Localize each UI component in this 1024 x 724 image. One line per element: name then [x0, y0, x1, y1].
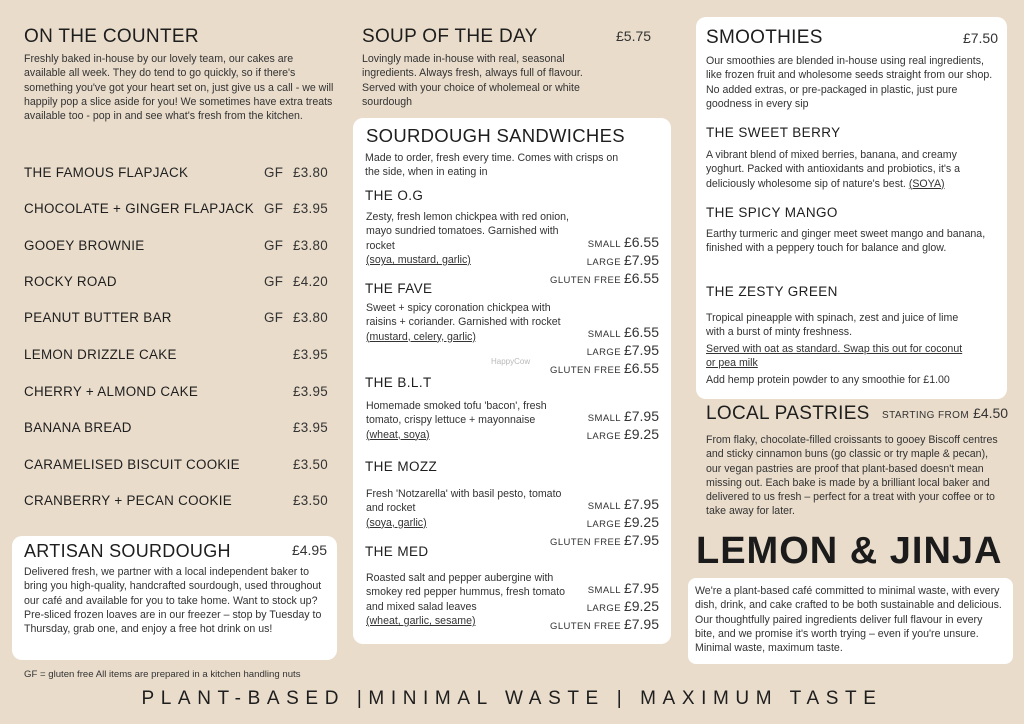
size-price-row: SMALL £7.95 [587, 408, 659, 424]
sandwich-name: THE O.G [365, 188, 424, 203]
sourdough-card [12, 536, 337, 660]
smoothies-card [696, 17, 1007, 399]
soup-desc: Lovingly made in-house with real, seasonal ingredients. Always fresh, always full of flavour. Served with your choice of wholemeal or white sourdough [362, 53, 583, 108]
counter-item-price: £3.50 [292, 456, 328, 472]
sandwiches-card [353, 118, 671, 644]
counter-item [24, 381, 328, 401]
size-price-row: LARGE £9.25 [586, 514, 659, 530]
sandwich-desc: Zesty, fresh lemon chickpea with red onion, mayo sundried tomatoes. Garnished with rocket (soya, mustard, garlic) [366, 211, 569, 266]
sandwich-name: THE MOZZ [365, 459, 438, 474]
size-price-row: GLUTEN FREE £7.95 [550, 616, 659, 632]
footnote: GF = gluten free All items are prepared in a kitchen handling nuts [24, 669, 301, 680]
gf-badge: GF [264, 200, 284, 216]
counter-item [24, 490, 328, 510]
size-price-row: SMALL £7.95 [587, 496, 659, 512]
counter-item [24, 307, 328, 327]
smoothie-desc: A vibrant blend of mixed berries, banana, and creamy yoghurt. Packed with antioxidants and probiotics, it's a deliciously wholesome sip of nature's best. (SOYA) [706, 149, 961, 190]
soup-price: £5.75 [616, 28, 652, 44]
counter-item-name: LEMON DRIZZLE CAKE [24, 346, 177, 362]
about-card [688, 578, 1013, 664]
counter-item-price: £3.95 [292, 383, 328, 399]
oat-note: Served with oat as standard. Swap this out for coconut or pea milk [706, 343, 963, 370]
allergen-list: (wheat, soya) [366, 428, 430, 441]
allergen-list: (soya, garlic) [366, 516, 427, 529]
sandwich-name: THE MED [365, 544, 429, 559]
counter-item-price: £3.80 [292, 164, 328, 180]
counter-item-name: ROCKY ROAD [24, 273, 117, 289]
sandwich-desc: Roasted salt and pepper aubergine with smokey red pepper hummus, fresh tomato and mixed salad leaves (wheat, garlic, sesame) [366, 572, 566, 627]
counter-item-name: PEANUT BUTTER BAR [24, 309, 172, 325]
size-price-row: SMALL £6.55 [587, 324, 659, 340]
counter-item-price: £3.80 [292, 237, 328, 253]
counter-item [24, 235, 328, 255]
counter-item-price: £3.80 [292, 309, 328, 325]
counter-item [24, 344, 328, 364]
smoothie-name: THE ZESTY GREEN [706, 284, 838, 299]
size-price-row: LARGE £9.25 [586, 598, 659, 614]
allergen-list: (mustard, celery, garlic) [366, 330, 476, 343]
counter-item [24, 454, 328, 474]
gf-badge: GF [264, 273, 284, 289]
pastries-title: LOCAL PASTRIES [706, 403, 870, 424]
smoothies-title: SMOOTHIES [706, 27, 823, 48]
counter-item [24, 162, 328, 182]
counter-item-name: CARAMELISED BISCUIT COOKIE [24, 456, 240, 472]
counter-item-price: £3.50 [292, 492, 328, 508]
counter-intro: Freshly baked in-house by our lovely team, our cakes are available all week. They do tend to go quickly, so if there's something you've got your heart set on, just give us a call - we will happily pop a slice aside for you! We sometimes have extra treats available too - pop in and see what's fresh from the kitchen. [24, 53, 334, 123]
size-price-row: GLUTEN FREE £7.95 [550, 532, 659, 548]
smoothies-price: £7.50 [962, 30, 998, 46]
smoothie-desc: Earthy turmeric and ginger meet sweet mango and banana, finished with a peppery touch for balance and glow. [706, 228, 986, 255]
counter-item-price: £3.95 [292, 419, 328, 435]
allergen-list: (wheat, garlic, sesame) [366, 614, 476, 627]
gf-badge: GF [264, 164, 284, 180]
size-price-row: LARGE £7.95 [586, 342, 659, 358]
size-price-row: LARGE £7.95 [586, 252, 659, 268]
sandwich-desc: Sweet + spicy coronation chickpea with raisins + coriander. Garnished with rocket (mustard, celery, garlic) [366, 302, 561, 343]
counter-item-name: CHOCOLATE + GINGER FLAPJACK [24, 200, 254, 216]
sourdough-desc: Delivered fresh, we partner with a local independent baker to bring you high-quality, handcrafted sourdough, used throughout our café and available for you to take home. Want to stock up? Pre-sliced frozen loaves are in our freezer – stop by Tuesday to Thursday, grab one, and enjoy a free hot drink on us! [24, 566, 322, 636]
pastries-desc: From flaky, chocolate-filled croissants to gooey Biscoff centres and sticky cinnamon buns (go classic or try maple & pecan), our vegan pastries are proof that plant-based doesn't mean missing out. Each bake is made by a brilliant local baker and delivered to us fresh – perfect for a treat with your coffee or to take away for later. [706, 434, 998, 518]
smoothie-desc: Tropical pineapple with spinach, zest and juice of lime with a burst of minty freshness. [706, 312, 959, 339]
size-price-row: GLUTEN FREE £6.55 [550, 360, 659, 376]
brand-logo: LEMON & JINJA [696, 530, 1003, 572]
counter-item-name: CRANBERRY + PECAN COOKIE [24, 492, 232, 508]
smoothies-intro: Our smoothies are blended in-house using real ingredients, like frozen fruit and wholesome seeds straight from our shop. No added extras, or pre-packaged in plastic, just pure goodness in every sip [706, 55, 993, 110]
counter-item [24, 271, 328, 291]
sandwich-desc: Homemade smoked tofu 'bacon', fresh tomato, crispy lettuce + mayonnaise (wheat, soya) [366, 400, 547, 441]
smoothie-name: THE SPICY MANGO [706, 205, 838, 220]
sandwiches-intro: Made to order, fresh every time. Comes with crisps on the side, when in eating in [365, 152, 619, 179]
counter-item [24, 198, 328, 218]
size-price-row: GLUTEN FREE £6.55 [550, 270, 659, 286]
sandwich-name: THE FAVE [365, 281, 433, 296]
allergen-list: (soya, mustard, garlic) [366, 253, 471, 266]
counter-item-name: THE FAMOUS FLAPJACK [24, 164, 189, 180]
sourdough-price: £4.95 [291, 542, 327, 558]
counter-title: ON THE COUNTER [24, 26, 199, 47]
soup-title: SOUP OF THE DAY [362, 26, 538, 47]
gf-badge: GF [264, 309, 284, 325]
sandwich-desc: Fresh 'Notzarella' with basil pesto, tomato and rocket (soya, garlic) [366, 488, 562, 529]
counter-item-price: £3.95 [292, 346, 328, 362]
happycow-watermark: HappyCow [491, 357, 531, 366]
smoothie-name: THE SWEET BERRY [706, 125, 841, 140]
size-price-row: SMALL £6.55 [587, 234, 659, 250]
counter-item-price: £4.20 [292, 273, 328, 289]
counter-item-price: £3.95 [292, 200, 328, 216]
size-price-row: LARGE £9.25 [586, 426, 659, 442]
tagline: PLANT-BASED |MINIMAL WASTE | MAXIMUM TASTE [141, 688, 883, 709]
counter-item [24, 417, 328, 437]
counter-item-name: BANANA BREAD [24, 419, 132, 435]
sandwich-name: THE B.L.T [365, 375, 432, 390]
counter-item-name: GOOEY BROWNIE [24, 237, 145, 253]
sourdough-title: ARTISAN SOURDOUGH [24, 541, 231, 561]
about-text: We're a plant-based café committed to minimal waste, with every dish, drink, and cake crafted to be both sustainable and delicious. Our thoughtfully paired ingredients deliver full flavour in every bite, and we promise it's worth trying – even if you're unsure. Minimal waste, maximum taste. [695, 585, 1002, 655]
sandwiches-title: SOURDOUGH SANDWICHES [366, 125, 625, 146]
pastries-price: STARTING FROM £4.50 [882, 405, 1009, 421]
hemp-note: Add hemp protein powder to any smoothie for £1.00 [706, 374, 950, 386]
gf-badge: GF [264, 237, 284, 253]
counter-item-name: CHERRY + ALMOND CAKE [24, 383, 199, 399]
size-price-row: SMALL £7.95 [587, 580, 659, 596]
